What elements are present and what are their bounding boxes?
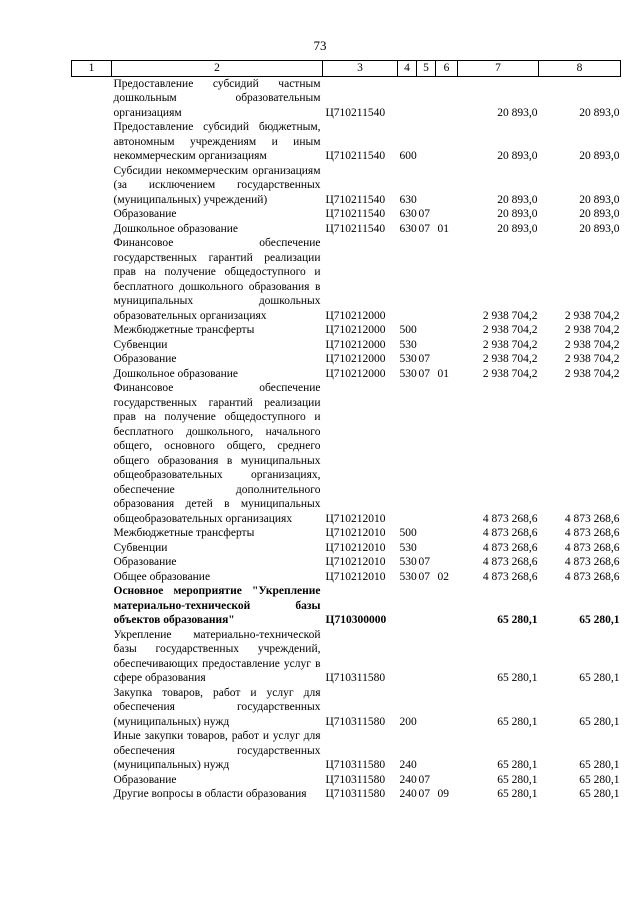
item-name-cell: Образование <box>113 353 177 365</box>
item-name-cell: Укрепление материально-технической базы государственных учреждений, обеспечивающих предоставление услуг в сфере образования <box>113 628 321 684</box>
amount-col8-cell: 2 938 704,2 <box>564 338 620 351</box>
empty-cell <box>72 686 112 730</box>
item-name-cell: Образование <box>113 773 177 786</box>
page-number: 73 <box>313 38 327 53</box>
section-cell <box>417 76 436 120</box>
amount-col8-cell: 2 938 704,2 <box>564 367 620 380</box>
amount-col8-cell: 20 893,0 <box>579 106 620 119</box>
table-row <box>72 729 621 773</box>
subsection-cell <box>436 773 458 788</box>
expense-type-cell: 240 <box>399 788 417 800</box>
item-name-cell: Межбюджетные трансферты <box>113 527 255 539</box>
expense-type-cell: 500 <box>399 324 417 336</box>
amount-col7-cell: 20 893,0 <box>497 150 538 162</box>
amount-col7-cell: 2 938 704,2 <box>482 367 538 380</box>
empty-cell <box>72 381 112 526</box>
amount-col7-cell: 65 280,1 <box>497 788 538 800</box>
empty-cell <box>72 120 112 164</box>
table-row <box>72 628 621 686</box>
target-code-cell: Ц710211540 <box>325 222 386 235</box>
section-cell <box>417 526 436 541</box>
table-row <box>72 164 621 208</box>
column-header: 8 <box>539 61 621 77</box>
expense-type-cell: 630 <box>399 208 417 220</box>
section-cell: 07 <box>418 353 430 365</box>
amount-col7-cell: 20 893,0 <box>497 208 538 220</box>
amount-col7-cell: 65 280,1 <box>497 715 538 728</box>
expense-type-cell: 630 <box>399 222 417 235</box>
table-row <box>72 541 621 556</box>
expense-type-cell <box>398 584 417 628</box>
item-name-cell: Общее образование <box>113 570 211 583</box>
expense-type-cell: 530 <box>399 353 417 365</box>
section-cell: 07 <box>418 570 430 583</box>
subsection-cell <box>436 729 458 773</box>
table-row <box>72 207 621 222</box>
amount-col7-cell: 4 873 268,6 <box>482 541 538 554</box>
item-name-cell: Дошкольное образование <box>113 367 239 380</box>
subsection-cell <box>436 338 458 353</box>
empty-cell <box>72 541 112 556</box>
item-name-cell: Субсидии некоммерческим организациям (за исключением государственных (муниципальных) учреждений) <box>113 164 321 206</box>
table-row <box>72 367 621 382</box>
table-row <box>72 323 621 338</box>
expense-type-cell: 530 <box>399 367 417 380</box>
amount-col7-cell: 2 938 704,2 <box>482 324 538 336</box>
target-code-cell: Ц710211540 <box>325 193 386 206</box>
amount-col8-cell: 65 280,1 <box>579 759 620 771</box>
section-cell <box>417 584 436 628</box>
table-row <box>72 338 621 353</box>
amount-col7-cell: 65 280,1 <box>497 759 538 771</box>
subsection-cell <box>436 164 458 208</box>
amount-col7-cell: 2 938 704,2 <box>482 338 538 351</box>
expense-type-cell: 530 <box>399 556 417 568</box>
table-row <box>72 120 621 164</box>
target-code-cell: Ц710212000 <box>325 338 386 351</box>
target-code-cell: Ц710300000 <box>325 614 387 626</box>
target-code-cell: Ц710311580 <box>325 672 386 684</box>
table-body <box>72 76 621 802</box>
section-cell: 07 <box>418 788 430 800</box>
column-header: 1 <box>72 61 112 77</box>
target-code-cell: Ц710212000 <box>325 367 386 380</box>
item-name-cell: Субвенции <box>113 541 168 554</box>
item-name-cell: Другие вопросы в области образования <box>113 788 307 800</box>
empty-cell <box>72 367 112 382</box>
table-row <box>72 570 621 585</box>
target-code-cell: Ц710212010 <box>325 556 386 568</box>
section-cell <box>417 729 436 773</box>
empty-cell <box>72 323 112 338</box>
subsection-cell <box>436 120 458 164</box>
table-row <box>72 222 621 237</box>
expense-type-cell: 530 <box>399 541 417 554</box>
amount-col8-cell: 20 893,0 <box>579 208 620 220</box>
column-header: 5 <box>417 61 436 77</box>
section-cell: 07 <box>418 556 430 568</box>
amount-col7-cell: 20 893,0 <box>497 193 538 206</box>
expense-type-cell <box>398 76 417 120</box>
header-row <box>72 61 621 77</box>
target-code-cell: Ц710212000 <box>325 353 386 365</box>
subsection-cell <box>436 686 458 730</box>
amount-col7-cell: 65 280,1 <box>497 614 538 626</box>
empty-cell <box>72 526 112 541</box>
item-name-cell: Предоставление субсидий бюджетным, автономным учреждениям и иным некоммерческим организациям <box>113 121 321 162</box>
subsection-cell <box>436 236 458 323</box>
amount-col8-cell: 4 873 268,6 <box>564 570 620 583</box>
amount-col8-cell: 20 893,0 <box>579 193 620 206</box>
empty-cell <box>72 222 112 237</box>
item-name-cell: Закупка товаров, работ и услуг для обеспечения государственных (муниципальных) нужд <box>113 686 321 728</box>
section-cell: 07 <box>418 208 430 220</box>
section-cell: 07 <box>418 222 430 235</box>
amount-col8-cell: 65 280,1 <box>579 773 620 786</box>
amount-col8-cell: 2 938 704,2 <box>564 324 620 336</box>
expense-type-cell <box>398 381 417 526</box>
target-code-cell: Ц710211540 <box>325 106 386 119</box>
column-header: 2 <box>112 61 323 77</box>
table-row <box>72 236 621 323</box>
item-name-cell: Субвенции <box>113 338 168 351</box>
empty-cell <box>72 352 112 367</box>
target-code-cell: Ц710211540 <box>325 150 386 162</box>
amount-col8-cell: 20 893,0 <box>579 150 620 162</box>
section-cell <box>417 236 436 323</box>
empty-cell <box>72 236 112 323</box>
table-header <box>72 61 621 77</box>
expense-type-cell <box>398 236 417 323</box>
empty-cell <box>72 76 112 120</box>
budget-table <box>71 60 621 802</box>
subsection-cell <box>436 526 458 541</box>
amount-col7-cell: 4 873 268,6 <box>482 556 538 568</box>
table-row <box>72 76 621 120</box>
subsection-cell: 01 <box>437 222 449 235</box>
table-row <box>72 686 621 730</box>
empty-cell <box>72 773 112 788</box>
table-row <box>72 555 621 570</box>
amount-col7-cell: 4 873 268,6 <box>482 512 538 525</box>
expense-type-cell: 200 <box>399 715 417 728</box>
column-header: 3 <box>323 61 398 77</box>
target-code-cell: Ц710311580 <box>325 715 386 728</box>
subsection-cell <box>436 76 458 120</box>
empty-cell <box>72 584 112 628</box>
section-cell: 07 <box>418 773 430 786</box>
empty-cell <box>72 555 112 570</box>
empty-cell <box>72 164 112 208</box>
amount-col8-cell: 4 873 268,6 <box>564 556 620 568</box>
amount-col7-cell: 65 280,1 <box>497 672 538 684</box>
table-row <box>72 526 621 541</box>
amount-col8-cell: 65 280,1 <box>579 672 620 684</box>
table-row <box>72 584 621 628</box>
amount-col8-cell: 2 938 704,2 <box>564 353 620 365</box>
empty-cell <box>72 570 112 585</box>
amount-col8-cell: 20 893,0 <box>579 222 620 235</box>
item-name-cell: Иные закупки товаров, работ и услуг для обеспечения государственных (муниципальных) нужд <box>113 730 321 771</box>
target-code-cell: Ц710212010 <box>325 527 386 539</box>
amount-col7-cell: 65 280,1 <box>497 773 538 786</box>
column-header: 6 <box>436 61 458 77</box>
subsection-cell <box>436 381 458 526</box>
expense-type-cell <box>398 628 417 686</box>
expense-type-cell: 240 <box>399 773 417 786</box>
section-cell <box>417 338 436 353</box>
target-code-cell: Ц710311580 <box>325 788 386 800</box>
section-cell <box>417 120 436 164</box>
empty-cell <box>72 207 112 222</box>
item-name-cell: Предоставление субсидий частным дошкольным образовательным организациям <box>113 77 321 119</box>
item-name-cell: Дошкольное образование <box>113 222 239 235</box>
item-name-cell: Образование <box>113 556 177 568</box>
subsection-cell: 02 <box>437 570 449 583</box>
target-code-cell: Ц710311580 <box>325 759 386 771</box>
table-row <box>72 381 621 526</box>
target-code-cell: Ц710212000 <box>325 309 386 322</box>
expense-type-cell: 500 <box>399 527 417 539</box>
subsection-cell <box>436 584 458 628</box>
empty-cell <box>72 729 112 773</box>
empty-cell <box>72 628 112 686</box>
column-header: 7 <box>458 61 539 77</box>
item-name-cell: Основное мероприятие "Укрепление материально-технической базы объектов образования" <box>113 585 321 626</box>
target-code-cell: Ц710212010 <box>325 570 386 583</box>
column-header: 4 <box>398 61 417 77</box>
section-cell <box>417 164 436 208</box>
empty-cell <box>72 338 112 353</box>
expense-type-cell: 240 <box>399 759 417 771</box>
section-cell <box>417 381 436 526</box>
table-row <box>72 787 621 802</box>
subsection-cell <box>436 628 458 686</box>
amount-col7-cell: 4 873 268,6 <box>482 570 538 583</box>
amount-col8-cell: 65 280,1 <box>579 788 620 800</box>
target-code-cell: Ц710212010 <box>325 541 386 554</box>
item-name-cell: Финансовое обеспечение государственных гарантий реализации прав на получение общедоступного и бесплатного дошкольного, начального общего, основного общего, среднего общего образования в муниципальных общеобразовательных организациях, обеспечение дополнительного образования детей в муниципальных общеобразовательных организациях <box>113 382 321 525</box>
target-code-cell: Ц710311580 <box>325 773 386 786</box>
table-row <box>72 773 621 788</box>
section-cell <box>417 541 436 556</box>
amount-col8-cell: 4 873 268,6 <box>564 512 620 525</box>
amount-col7-cell: 20 893,0 <box>497 222 538 235</box>
subsection-cell <box>436 541 458 556</box>
section-cell <box>417 686 436 730</box>
amount-col8-cell: 65 280,1 <box>579 715 620 728</box>
item-name-cell: Межбюджетные трансферты <box>113 324 255 336</box>
expense-type-cell: 600 <box>399 150 417 162</box>
amount-col8-cell: 4 873 268,6 <box>564 527 620 539</box>
target-code-cell: Ц710211540 <box>325 208 386 220</box>
subsection-cell <box>436 207 458 222</box>
amount-col7-cell: 2 938 704,2 <box>482 353 538 365</box>
section-cell: 07 <box>418 367 430 380</box>
target-code-cell: Ц710212010 <box>325 512 386 525</box>
subsection-cell <box>436 352 458 367</box>
empty-cell <box>72 787 112 802</box>
item-name-cell: Финансовое обеспечение государственных гарантий реализации прав на получение общедоступного и бесплатного дошкольного образования в муниципальных дошкольных образовательных организациях <box>113 237 321 322</box>
target-code-cell: Ц710212000 <box>325 324 386 336</box>
amount-col8-cell: 4 873 268,6 <box>564 541 620 554</box>
section-cell <box>417 628 436 686</box>
item-name-cell: Образование <box>113 208 177 220</box>
subsection-cell <box>436 555 458 570</box>
expense-type-cell: 630 <box>399 193 417 206</box>
amount-col7-cell: 2 938 704,2 <box>482 309 538 322</box>
amount-col8-cell: 65 280,1 <box>579 614 620 626</box>
expense-type-cell: 530 <box>399 338 417 351</box>
amount-col7-cell: 4 873 268,6 <box>482 527 538 539</box>
expense-type-cell: 530 <box>399 570 417 583</box>
subsection-cell <box>436 323 458 338</box>
table-row <box>72 352 621 367</box>
amount-col8-cell: 2 938 704,2 <box>564 309 620 322</box>
amount-col7-cell: 20 893,0 <box>497 106 538 119</box>
section-cell <box>417 323 436 338</box>
subsection-cell: 09 <box>437 788 449 800</box>
subsection-cell: 01 <box>437 367 449 380</box>
